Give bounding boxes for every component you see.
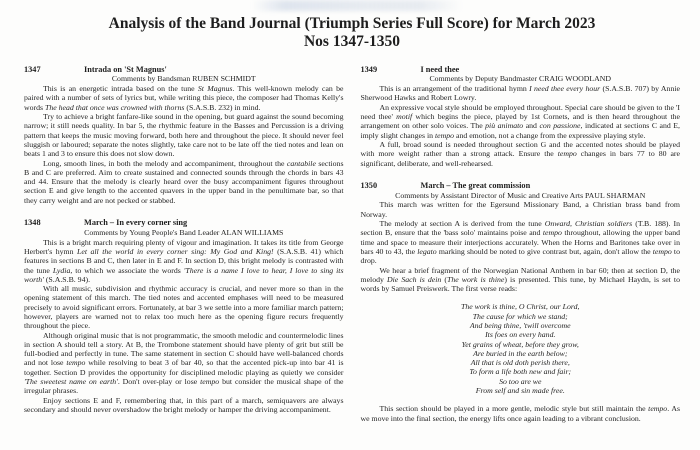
hymn-verse-line: From self and sin made free. <box>475 386 565 396</box>
analysis-paragraph: Enjoy sections E and F, remembering that, in this part of a march, semiquavers are always secondary and should never overshadow the bright melody or hamper the driving accompaniment. <box>24 395 344 414</box>
analysis-paragraph: This is an arrangement of the traditional hymn I need thee every hour (S.A.S.B. 707) by Annie Sherwood Hawks and Robert Lowry. <box>360 84 680 103</box>
analysis-paragraph: Try to achieve a bright fanfare-like sound in the opening, but guard against the sound becoming narrow; it still needs quality. In bar 5, the rhythmic feature in the Basses and Percussion is a driving pattern that keeps the music moving forward, both here and throughout the piece. It should never feel sluggish or laboured; separate the notes slightly, take care not to be late off the tied notes and lean on beats 1 and 3 to ensure this does not slow down. <box>24 112 344 159</box>
analysis-paragraph: This is a bright march requiring plenty of vigour and imagination. It takes its title from George Herbert's hymn Let all the world in every corner sing: My God and King! (S.A.S.B. 41) which features in sections B and C, then later in E and F. In section D, this bright melody is contrasted with the tune Lydia, to which we associate the words 'There is a name I love to hear, I love to sing its worth' (S.A.S.B. 94). <box>24 237 344 284</box>
hymn-verse-line: The cause for which we stand; <box>472 311 568 321</box>
section-1347 <box>24 65 344 205</box>
journal-number: 1347 <box>24 64 41 74</box>
two-column-body <box>24 65 680 436</box>
left-column <box>24 65 344 436</box>
analysis-paragraph: This march was written for the Egersund Missionary Band, a Christian brass band from Norway. <box>360 200 680 219</box>
hymn-verse-line: All that is old doth perish there, <box>470 358 570 368</box>
comments-byline: Comments by Deputy Bandmaster CRAIG WOODLAND <box>429 74 612 84</box>
journal-number: 1348 <box>24 218 41 228</box>
hymn-verse-line: Are buried in the earth below; <box>473 348 568 358</box>
analysis-paragraph: We hear a brief fragment of the Norwegian National Anthem in bar 60; then at section D, the melody Die Sach is dein (The work is thine) is presented. This tune, by Michael Haydn, is set to words by Samuel Preiswerk. The first verse reads: <box>360 265 680 294</box>
section-1349 <box>361 65 681 168</box>
comments-byline: Comments by Assistant Director of Music and Creative Arts PAUL SHARMAN <box>395 190 646 200</box>
hymn-verse-line: So too are we <box>499 376 542 386</box>
analysis-paragraph: This is an energetic intrada based on the tune St Magnus. This well-known melody can be paired with a number of sets of lyrics but, while writing this piece, the composer had Thomas Kelly's words The head that once was crowned with thorns (S.A.S.B. 232) in mind. <box>24 84 344 112</box>
analysis-paragraph: Although original music that is not programmatic, the smooth melodic and countermelodic lines in section A should tell a story. At B, the Trombone statement should have plenty of grit but still be full-bodied and perfectly in tune. The same statement in section C should have well-balanced chords and not lose tempo while resolving to beat 3 of bar 40, so that the accented pick-up into bar 41 is together. Section D provides the opportunity for disciplined melodic playing as quietly we consider 'The sweetest name on earth'. Don't over-play or lose tempo but consider the musical shape of the irregular phrases. <box>24 330 344 396</box>
piece-title: March – In every corner sing <box>84 218 188 228</box>
journal-number: 1350 <box>360 180 378 190</box>
section-header <box>361 65 681 74</box>
piece-title: March – The great commission <box>420 180 531 190</box>
document-title <box>24 15 680 52</box>
section-header <box>24 218 344 227</box>
comments-byline: Comments by Young People's Band Leader ALAN WILLIAMS <box>84 227 284 237</box>
hymn-verse-line: The work is thine, O Christ, our Lord, <box>461 302 580 312</box>
analysis-paragraph: A full, broad sound is needed throughout section G and the accented notes should be played with more weight rather than a strong attack. Ensure the tempo changes in bars 77 to 80 are significant, deliberate, and well-rehearsed. <box>360 139 680 168</box>
section-1350 <box>361 181 681 423</box>
piece-title: I need thee <box>420 64 460 74</box>
journal-number: 1349 <box>360 64 378 74</box>
hymn-verse <box>361 302 681 395</box>
right-column <box>361 65 681 436</box>
hymn-verse-line: And being thine, 'twill overcome <box>469 320 571 330</box>
analysis-paragraph: This section should be played in a more gentle, melodic style but still maintain the tempo. As we move into the final section, the energy lifts once again leading to a vibrant conclusion. <box>360 404 680 423</box>
section-header <box>361 181 681 190</box>
analysis-paragraph: With all music, subdivision and rhythmic accuracy is crucial, and never more so than in the opening statement of this march. The tied notes and accented emphases will need to be measured precisely to avoid significant errors. Fortunately, at bar 3 we settle into a more familiar march pattern; however, players are warned not to relax too much here as the opening figure recurs frequently throughout the piece. <box>24 284 344 331</box>
hymn-verse-line: Yet grains of wheat, before they grow, <box>461 339 579 349</box>
piece-title: Intrada on 'St Magnus' <box>84 64 167 74</box>
hymn-verse-line: To form a life both new and fair; <box>469 367 572 377</box>
document-title-line1: Analysis of the Band Journal (Triumph Series Full Score) for March 2023 <box>108 15 596 32</box>
section-header <box>24 65 344 74</box>
analysis-paragraph: An expressive vocal style should be employed throughout. Special care should be given to the 'I need thee' motif which begins the piece, played by 1st Cornets, and is then heard throughout the arrangement on other solo voices. The più animato and con passione, indicated at sections C and E, imply slight changes in tempo and emotion, not a change from the expressive playing style. <box>360 102 681 140</box>
hymn-verse-line: Its foes on every hand. <box>485 330 556 340</box>
analysis-paragraph: Long, smooth lines, in both the melody and accompaniment, throughout the cantabile sections B and C are preferred. Aim to create sustained and connected sounds through the chords in bars 43 and 44. Ensure that the melody is clearly heard over the busy accompaniment figures throughout section E and give length to the accented quavers in the upper band in the penultimate bar, so that they carry weight and are not pecked or stabbed. <box>24 158 344 205</box>
document-title-line2: Nos 1347-1350 <box>303 33 400 51</box>
comments-byline: Comments by Bandsman RUBEN SCHMIDT <box>111 74 256 84</box>
analysis-paragraph: The melody at section A is derived from the tune Onward, Christian soldiers (T.B. 188). In section B, ensure that the 'bass solo' maintains poise and tempo throughout, allowing the upper band time and space to measure their interjections accurately. When the Horns and Baritones take over in bars 40 to 43, the legato marking should be noted to give contrast but, again, don't allow the tempo to drop. <box>360 219 681 266</box>
section-1348 <box>24 218 344 414</box>
